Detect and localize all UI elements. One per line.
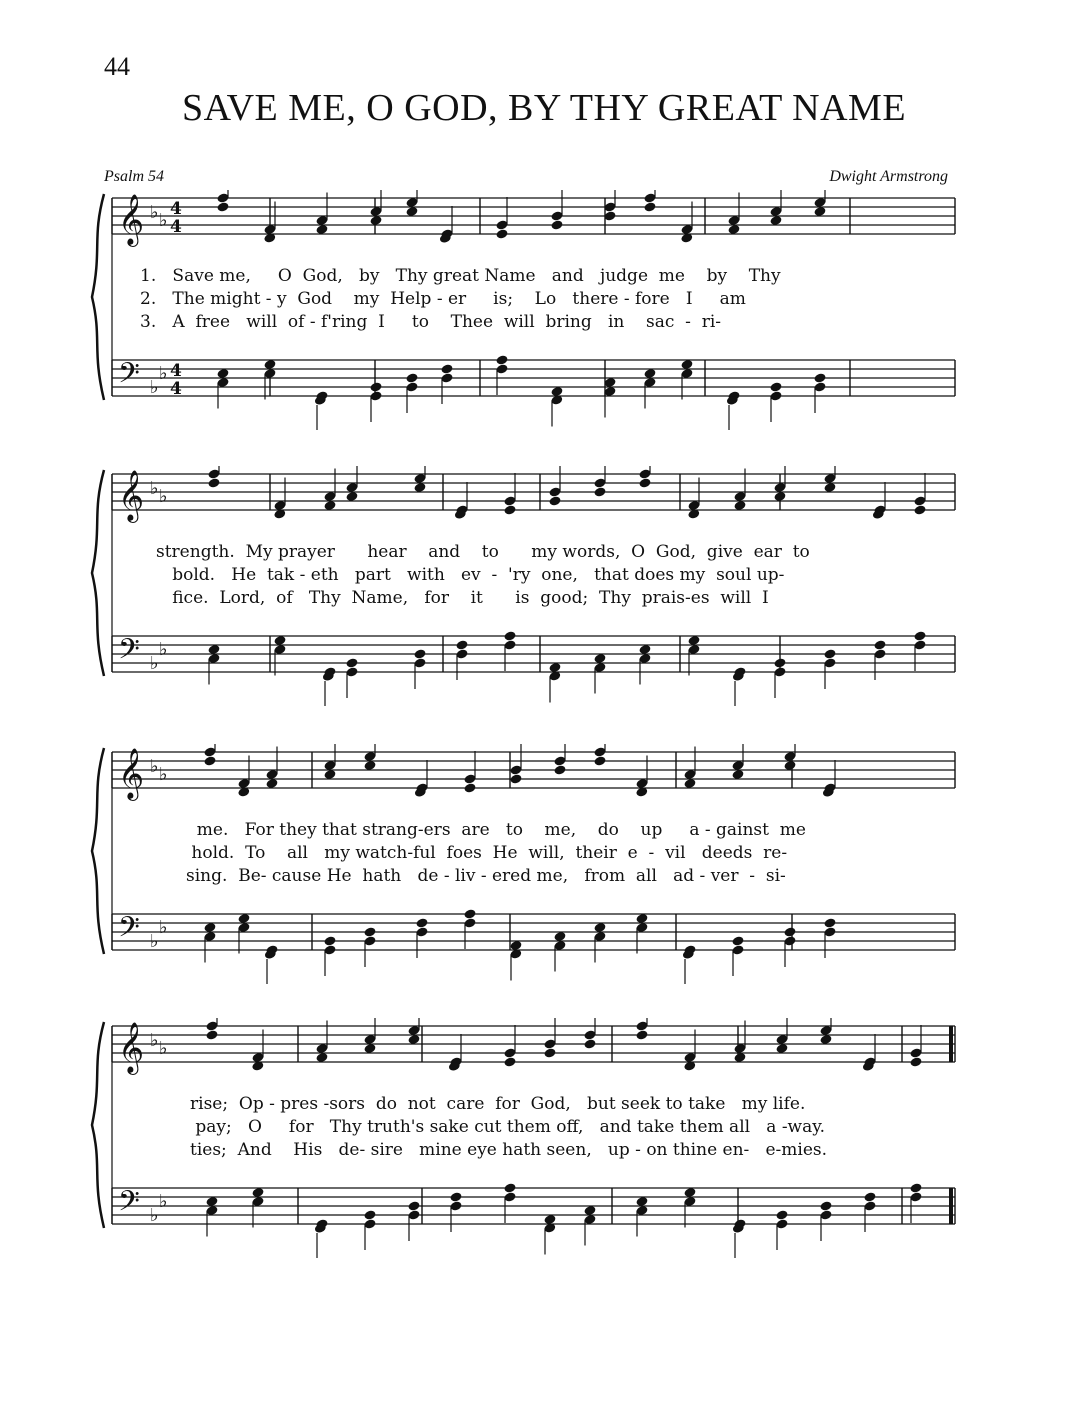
lyric-line: 2. The might - y God my Help - er is; Lo there - fore I am xyxy=(140,289,746,309)
svg-text:♭: ♭ xyxy=(159,1191,168,1212)
svg-text:𝄞: 𝄞 xyxy=(118,1022,145,1073)
svg-text:4: 4 xyxy=(170,379,182,399)
svg-text:𝄞: 𝄞 xyxy=(118,194,145,245)
composer-credit: Dwight Armstrong xyxy=(829,168,948,185)
music-system-3 xyxy=(90,744,970,1024)
svg-text:𝄢: 𝄢 xyxy=(118,633,140,673)
lyric-line: hold. To all my watch-ful foes He will, their e - vil deeds re- xyxy=(186,843,788,863)
svg-text:♭: ♭ xyxy=(159,639,168,660)
svg-text:𝄢: 𝄢 xyxy=(118,911,140,951)
text-source: Psalm 54 xyxy=(104,168,164,185)
staff-notation-1 xyxy=(90,190,970,430)
svg-text:♭: ♭ xyxy=(159,363,168,384)
svg-text:♭: ♭ xyxy=(150,202,159,223)
lyric-line: strength. My prayer hear and to my words, O God, give ear to xyxy=(156,542,810,562)
svg-text:♭: ♭ xyxy=(150,1205,159,1226)
svg-text:♭: ♭ xyxy=(150,653,159,674)
svg-text:4: 4 xyxy=(170,199,182,219)
lyric-line: rise; Op - pres -sors do not care for God, but seek to take my life. xyxy=(190,1094,806,1114)
svg-text:♭: ♭ xyxy=(159,917,168,938)
music-system-1 xyxy=(90,190,970,470)
svg-text:♭: ♭ xyxy=(150,478,159,499)
svg-text:♭: ♭ xyxy=(150,1030,159,1051)
lyric-line: 3. A free will of - f'ring I to Thee will bring in sac - ri- xyxy=(140,312,722,332)
svg-text:♭: ♭ xyxy=(159,764,168,785)
lyric-line: bold. He tak - eth part with ev - 'ry one, that does my soul up- xyxy=(156,565,785,585)
staff-notation-3 xyxy=(90,744,970,984)
hymn-title: SAVE ME, O GOD, BY THY GREAT NAME xyxy=(181,87,907,129)
music-system-4 xyxy=(90,1018,970,1298)
lyric-line: fice. Lord, of Thy Name, for it is good; Thy prais-es will I xyxy=(156,588,769,608)
lyric-line: 1. Save me, O God, by Thy great Name and judge me by Thy xyxy=(140,266,781,286)
staff-notation-4 xyxy=(90,1018,970,1258)
svg-text:♭: ♭ xyxy=(150,756,159,777)
svg-text:♭: ♭ xyxy=(159,210,168,231)
music-system-2 xyxy=(90,466,970,746)
svg-text:𝄞: 𝄞 xyxy=(118,470,145,521)
svg-text:♭: ♭ xyxy=(159,1038,168,1059)
svg-text:𝄢: 𝄢 xyxy=(118,1185,140,1225)
svg-text:♭: ♭ xyxy=(150,931,159,952)
svg-text:4: 4 xyxy=(170,217,182,237)
lyric-line: sing. Be- cause He hath de - liv - ered me, from all ad - ver - si- xyxy=(186,866,786,886)
lyric-line: ties; And His de- sire mine eye hath seen, up - on thine en- e-mies. xyxy=(190,1140,828,1160)
svg-text:♭: ♭ xyxy=(150,377,159,398)
svg-text:4: 4 xyxy=(170,361,182,381)
svg-text:𝄞: 𝄞 xyxy=(118,748,145,799)
lyric-line: pay; O for Thy truth's sake cut them off, and take them all a -way. xyxy=(190,1117,825,1137)
lyric-line: me. For they that strang-ers are to me, do up a - gainst me xyxy=(186,820,806,840)
svg-text:♭: ♭ xyxy=(159,486,168,507)
svg-text:𝄢: 𝄢 xyxy=(118,357,140,397)
page-number: 44 xyxy=(104,52,130,81)
staff-notation-2 xyxy=(90,466,970,706)
